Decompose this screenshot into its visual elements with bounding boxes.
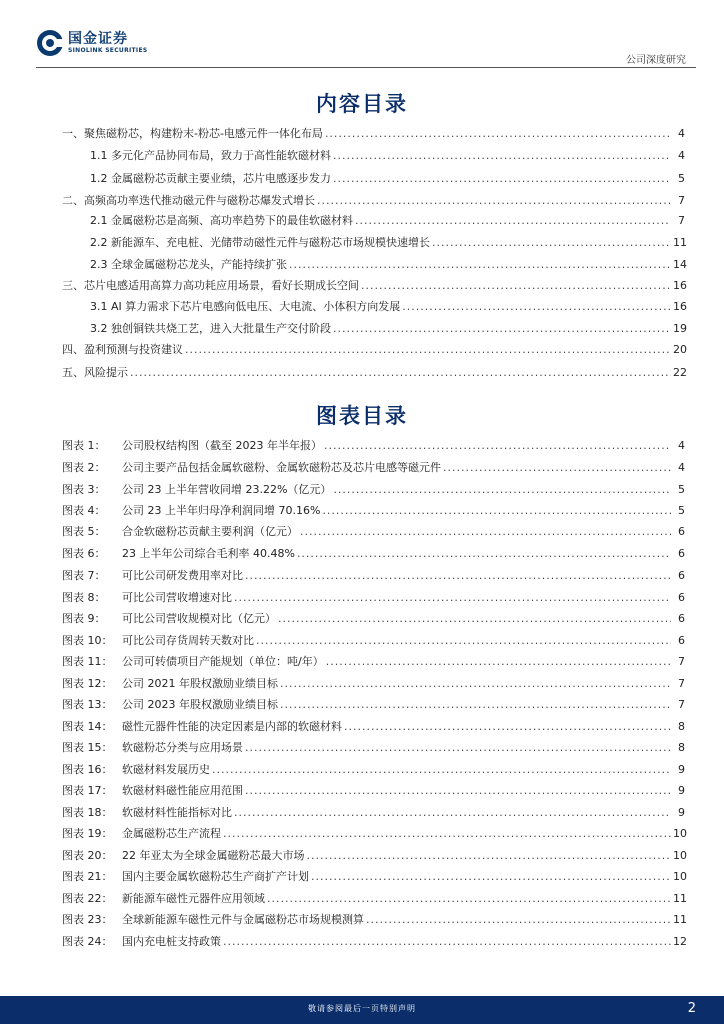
leader-dots xyxy=(322,503,671,519)
figure-label: 公司 23 上半年归母净利润同增 70.16% xyxy=(122,504,321,517)
figure-number: 图表 8： xyxy=(62,591,106,604)
toc-entry-label: 3.1 AI 算力需求下芯片电感向低电压、大电流、小体积方向发展 xyxy=(90,300,401,313)
figure-label: 公司 23 上半年营收同增 23.22%（亿元） xyxy=(122,483,332,496)
figure-number: 图表 4： xyxy=(62,504,106,517)
leader-dots xyxy=(212,762,671,778)
figure-entry[interactable] xyxy=(62,460,685,476)
figure-entry[interactable] xyxy=(62,762,685,778)
figure-label: 软磁粉芯分类与应用场景 xyxy=(122,741,243,754)
figure-page: 6 xyxy=(678,525,685,538)
figure-label: 合金软磁粉芯贡献主要利润（亿元） xyxy=(122,525,298,538)
leader-dots xyxy=(432,235,671,251)
leader-dots xyxy=(185,342,671,358)
figure-entry[interactable] xyxy=(62,568,685,584)
figure-entry[interactable] xyxy=(62,524,685,540)
leader-dots xyxy=(130,365,671,381)
leader-dots xyxy=(297,546,671,562)
figure-entry[interactable] xyxy=(62,934,685,950)
figure-number: 图表 2： xyxy=(62,461,106,474)
leader-dots xyxy=(267,891,671,907)
figure-page: 6 xyxy=(678,591,685,604)
leader-dots xyxy=(245,740,671,756)
figure-number: 图表 13： xyxy=(62,698,113,711)
document-type: 公司深度研究 xyxy=(626,55,686,66)
leader-dots xyxy=(223,934,671,950)
figure-number: 图表 5： xyxy=(62,525,106,538)
leader-dots xyxy=(333,482,671,498)
leader-dots xyxy=(317,193,671,209)
leader-dots xyxy=(245,783,671,799)
figure-page: 6 xyxy=(678,634,685,647)
toc-entry[interactable] xyxy=(90,321,685,337)
figure-label: 磁性元器件性能的决定因素是内部的软磁材料 xyxy=(122,720,342,733)
leader-dots xyxy=(278,611,671,627)
figure-label: 公司可转债项目产能规划（单位：吨/年） xyxy=(122,655,324,668)
leader-dots xyxy=(300,524,671,540)
toc-entry-page: 5 xyxy=(678,172,685,185)
toc-entry-label: 四、盈利预测与投资建议 xyxy=(62,343,183,356)
brand-logo xyxy=(36,29,147,57)
figure-page: 8 xyxy=(678,720,685,733)
figure-entry[interactable] xyxy=(62,805,685,821)
figure-entry[interactable] xyxy=(62,482,685,498)
figure-page: 11 xyxy=(673,913,687,926)
leader-dots xyxy=(256,633,671,649)
figure-number: 图表 3： xyxy=(62,483,106,496)
toc-entry-label: 1.1 多元化产品协同布局，致力于高性能软磁材料 xyxy=(90,149,331,162)
figure-entry[interactable] xyxy=(62,697,685,713)
leader-dots xyxy=(402,299,671,315)
toc-entry[interactable] xyxy=(90,235,685,251)
leader-dots xyxy=(333,148,671,164)
leader-dots xyxy=(234,805,671,821)
toc-entry-label: 3.2 独创铜铁共烧工艺，进入大批量生产交付阶段 xyxy=(90,322,331,335)
figure-page: 11 xyxy=(673,892,687,905)
figure-page: 9 xyxy=(678,763,685,776)
figure-entry[interactable] xyxy=(62,438,685,454)
figure-label: 可比公司研发费用率对比 xyxy=(122,569,243,582)
toc-entry-label: 二、高频高功率迭代推动磁元件与磁粉芯爆发式增长 xyxy=(62,194,315,207)
figure-entry[interactable] xyxy=(62,826,685,842)
toc-entry[interactable] xyxy=(90,171,685,187)
figure-entry[interactable] xyxy=(62,654,685,670)
header-divider xyxy=(36,67,696,68)
toc-entry-page: 4 xyxy=(678,149,685,162)
figure-page: 9 xyxy=(678,784,685,797)
leader-dots xyxy=(326,654,671,670)
figure-page: 5 xyxy=(678,504,685,517)
leader-dots xyxy=(361,278,671,294)
figure-page: 5 xyxy=(678,483,685,496)
figure-entry[interactable] xyxy=(62,719,685,735)
toc-entry[interactable] xyxy=(62,365,685,381)
figure-number: 图表 14： xyxy=(62,720,113,733)
leader-dots xyxy=(443,460,671,476)
leader-dots xyxy=(280,697,671,713)
toc-heading: 内容目录 xyxy=(316,91,408,116)
toc-entry-page: 19 xyxy=(673,322,687,335)
footer-disclaimer: 敬请参阅最后一页特别声明 xyxy=(308,1004,416,1013)
figure-label: 可比公司营收增速对比 xyxy=(122,591,232,604)
toc-entry-label: 2.1 金属磁粉芯是高频、高功率趋势下的最佳软磁材料 xyxy=(90,214,353,227)
figure-number: 图表 19： xyxy=(62,827,113,840)
figure-entry[interactable] xyxy=(62,783,685,799)
figure-number: 图表 15： xyxy=(62,741,113,754)
leader-dots xyxy=(324,438,671,454)
leader-dots xyxy=(307,848,672,864)
figure-page: 7 xyxy=(678,655,685,668)
toc-entry[interactable] xyxy=(62,278,685,294)
toc-entry-page: 16 xyxy=(673,279,687,292)
figure-page: 9 xyxy=(678,806,685,819)
figure-entry[interactable] xyxy=(62,891,685,907)
figures-heading: 图表目录 xyxy=(316,403,408,428)
leader-dots xyxy=(289,257,671,273)
toc-entry[interactable] xyxy=(90,148,685,164)
leader-dots xyxy=(333,321,671,337)
leader-dots xyxy=(333,171,671,187)
figure-page: 4 xyxy=(678,461,685,474)
brand-name-en: SINOLINK SECURITIES xyxy=(68,46,148,54)
figure-label: 新能源车磁性元器件应用领域 xyxy=(122,892,265,905)
leader-dots xyxy=(344,719,671,735)
figure-number: 图表 24： xyxy=(62,935,113,948)
figure-number: 图表 9： xyxy=(62,612,106,625)
toc-entry-label: 一、聚焦磁粉芯，构建粉末-粉芯-电感元件一体化布局 xyxy=(62,127,323,140)
figure-page: 10 xyxy=(673,870,687,883)
toc-entry-label: 2.3 全球金属磁粉芯龙头，产能持续扩张 xyxy=(90,258,287,271)
figure-page: 12 xyxy=(673,935,687,948)
toc-entry[interactable] xyxy=(90,257,685,273)
leader-dots xyxy=(223,826,671,842)
figure-number: 图表 7： xyxy=(62,569,106,582)
toc-entry[interactable] xyxy=(90,299,685,315)
leader-dots xyxy=(245,568,671,584)
leader-dots xyxy=(325,126,671,142)
toc-entry-label: 1.2 金属磁粉芯贡献主要业绩，芯片电感逐步发力 xyxy=(90,172,331,185)
figure-page: 10 xyxy=(673,849,687,862)
figure-number: 图表 20： xyxy=(62,849,113,862)
figure-number: 图表 11： xyxy=(62,655,113,668)
leader-dots xyxy=(280,676,671,692)
figure-page: 7 xyxy=(678,698,685,711)
figure-label: 国内充电桩支持政策 xyxy=(122,935,221,948)
figure-label: 软磁材料发展历史 xyxy=(122,763,210,776)
figure-page: 7 xyxy=(678,677,685,690)
figure-entry[interactable] xyxy=(62,503,685,519)
leader-dots xyxy=(234,590,671,606)
toc-entry-label: 五、风险提示 xyxy=(62,366,128,379)
toc-entry-page: 7 xyxy=(678,214,685,227)
figure-label: 23 上半年公司综合毛利率 40.48% xyxy=(122,547,295,560)
toc-entry-page: 11 xyxy=(673,236,687,249)
figure-label: 公司主要产品包括金属软磁粉、金属软磁粉芯及芯片电感等磁元件 xyxy=(122,461,441,474)
toc-entry[interactable] xyxy=(62,126,685,142)
leader-dots xyxy=(355,213,671,229)
figure-entry[interactable] xyxy=(62,912,685,928)
figure-page: 8 xyxy=(678,741,685,754)
figure-entry[interactable] xyxy=(62,676,685,692)
figure-page: 6 xyxy=(678,569,685,582)
figure-page: 4 xyxy=(678,439,685,452)
figure-entry[interactable] xyxy=(62,546,685,562)
toc-entry-label: 2.2 新能源车、充电桩、光储带动磁性元件与磁粉芯市场规模快速增长 xyxy=(90,236,430,249)
toc-entry-page: 20 xyxy=(673,343,687,356)
toc-entry-page: 14 xyxy=(673,258,687,271)
figure-page: 10 xyxy=(673,827,687,840)
toc-entry[interactable] xyxy=(62,342,685,358)
toc-entry-page: 7 xyxy=(678,194,685,207)
figure-label: 公司股权结构图（截至 2023 年半年报） xyxy=(122,439,322,452)
figure-entry[interactable] xyxy=(62,869,685,885)
figure-number: 图表 6： xyxy=(62,547,106,560)
figure-label: 软磁材料磁性能应用范围 xyxy=(122,784,243,797)
page-number: 2 xyxy=(687,1001,696,1016)
leader-dots xyxy=(311,869,671,885)
figure-number: 图表 16： xyxy=(62,763,113,776)
figure-entry[interactable] xyxy=(62,633,685,649)
figure-label: 金属磁粉芯生产流程 xyxy=(122,827,221,840)
figure-number: 图表 1： xyxy=(62,439,106,452)
toc-entry-page: 22 xyxy=(673,366,687,379)
figure-entry[interactable] xyxy=(62,740,685,756)
figure-entry[interactable] xyxy=(62,590,685,606)
page-header xyxy=(0,0,724,72)
figure-entry[interactable] xyxy=(62,848,685,864)
toc-entry[interactable] xyxy=(62,193,685,209)
figure-label: 软磁材料性能指标对比 xyxy=(122,806,232,819)
figure-number: 图表 22： xyxy=(62,892,113,905)
figure-number: 图表 12： xyxy=(62,677,113,690)
figure-label: 22 年亚太为全球金属磁粉芯最大市场 xyxy=(122,849,305,862)
figure-entry[interactable] xyxy=(62,611,685,627)
figure-page: 6 xyxy=(678,547,685,560)
figure-number: 图表 17： xyxy=(62,784,113,797)
page-footer xyxy=(0,996,724,1024)
toc-entry-label: 三、芯片电感适用高算力高功耗应用场景，看好长期成长空间 xyxy=(62,279,359,292)
figure-label: 可比公司营收规模对比（亿元） xyxy=(122,612,276,625)
toc-entry-page: 4 xyxy=(678,127,685,140)
brand-name-cn: 国金证券 xyxy=(68,30,128,47)
sinolink-logo-icon xyxy=(36,29,64,57)
figure-number: 图表 10： xyxy=(62,634,113,647)
figure-label: 公司 2021 年股权激励业绩目标 xyxy=(122,677,278,690)
toc-entry-page: 16 xyxy=(673,300,687,313)
figure-label: 国内主要金属软磁粉芯生产商扩产计划 xyxy=(122,870,309,883)
figure-page: 6 xyxy=(678,612,685,625)
leader-dots xyxy=(366,912,671,928)
figure-label: 可比公司存货周转天数对比 xyxy=(122,634,254,647)
figure-label: 全球新能源车磁性元件与金属磁粉芯市场规模测算 xyxy=(122,913,364,926)
figure-number: 图表 23： xyxy=(62,913,113,926)
figure-number: 图表 18： xyxy=(62,806,113,819)
toc-entry[interactable] xyxy=(90,213,685,229)
figure-label: 公司 2023 年股权激励业绩目标 xyxy=(122,698,278,711)
figure-number: 图表 21： xyxy=(62,870,113,883)
